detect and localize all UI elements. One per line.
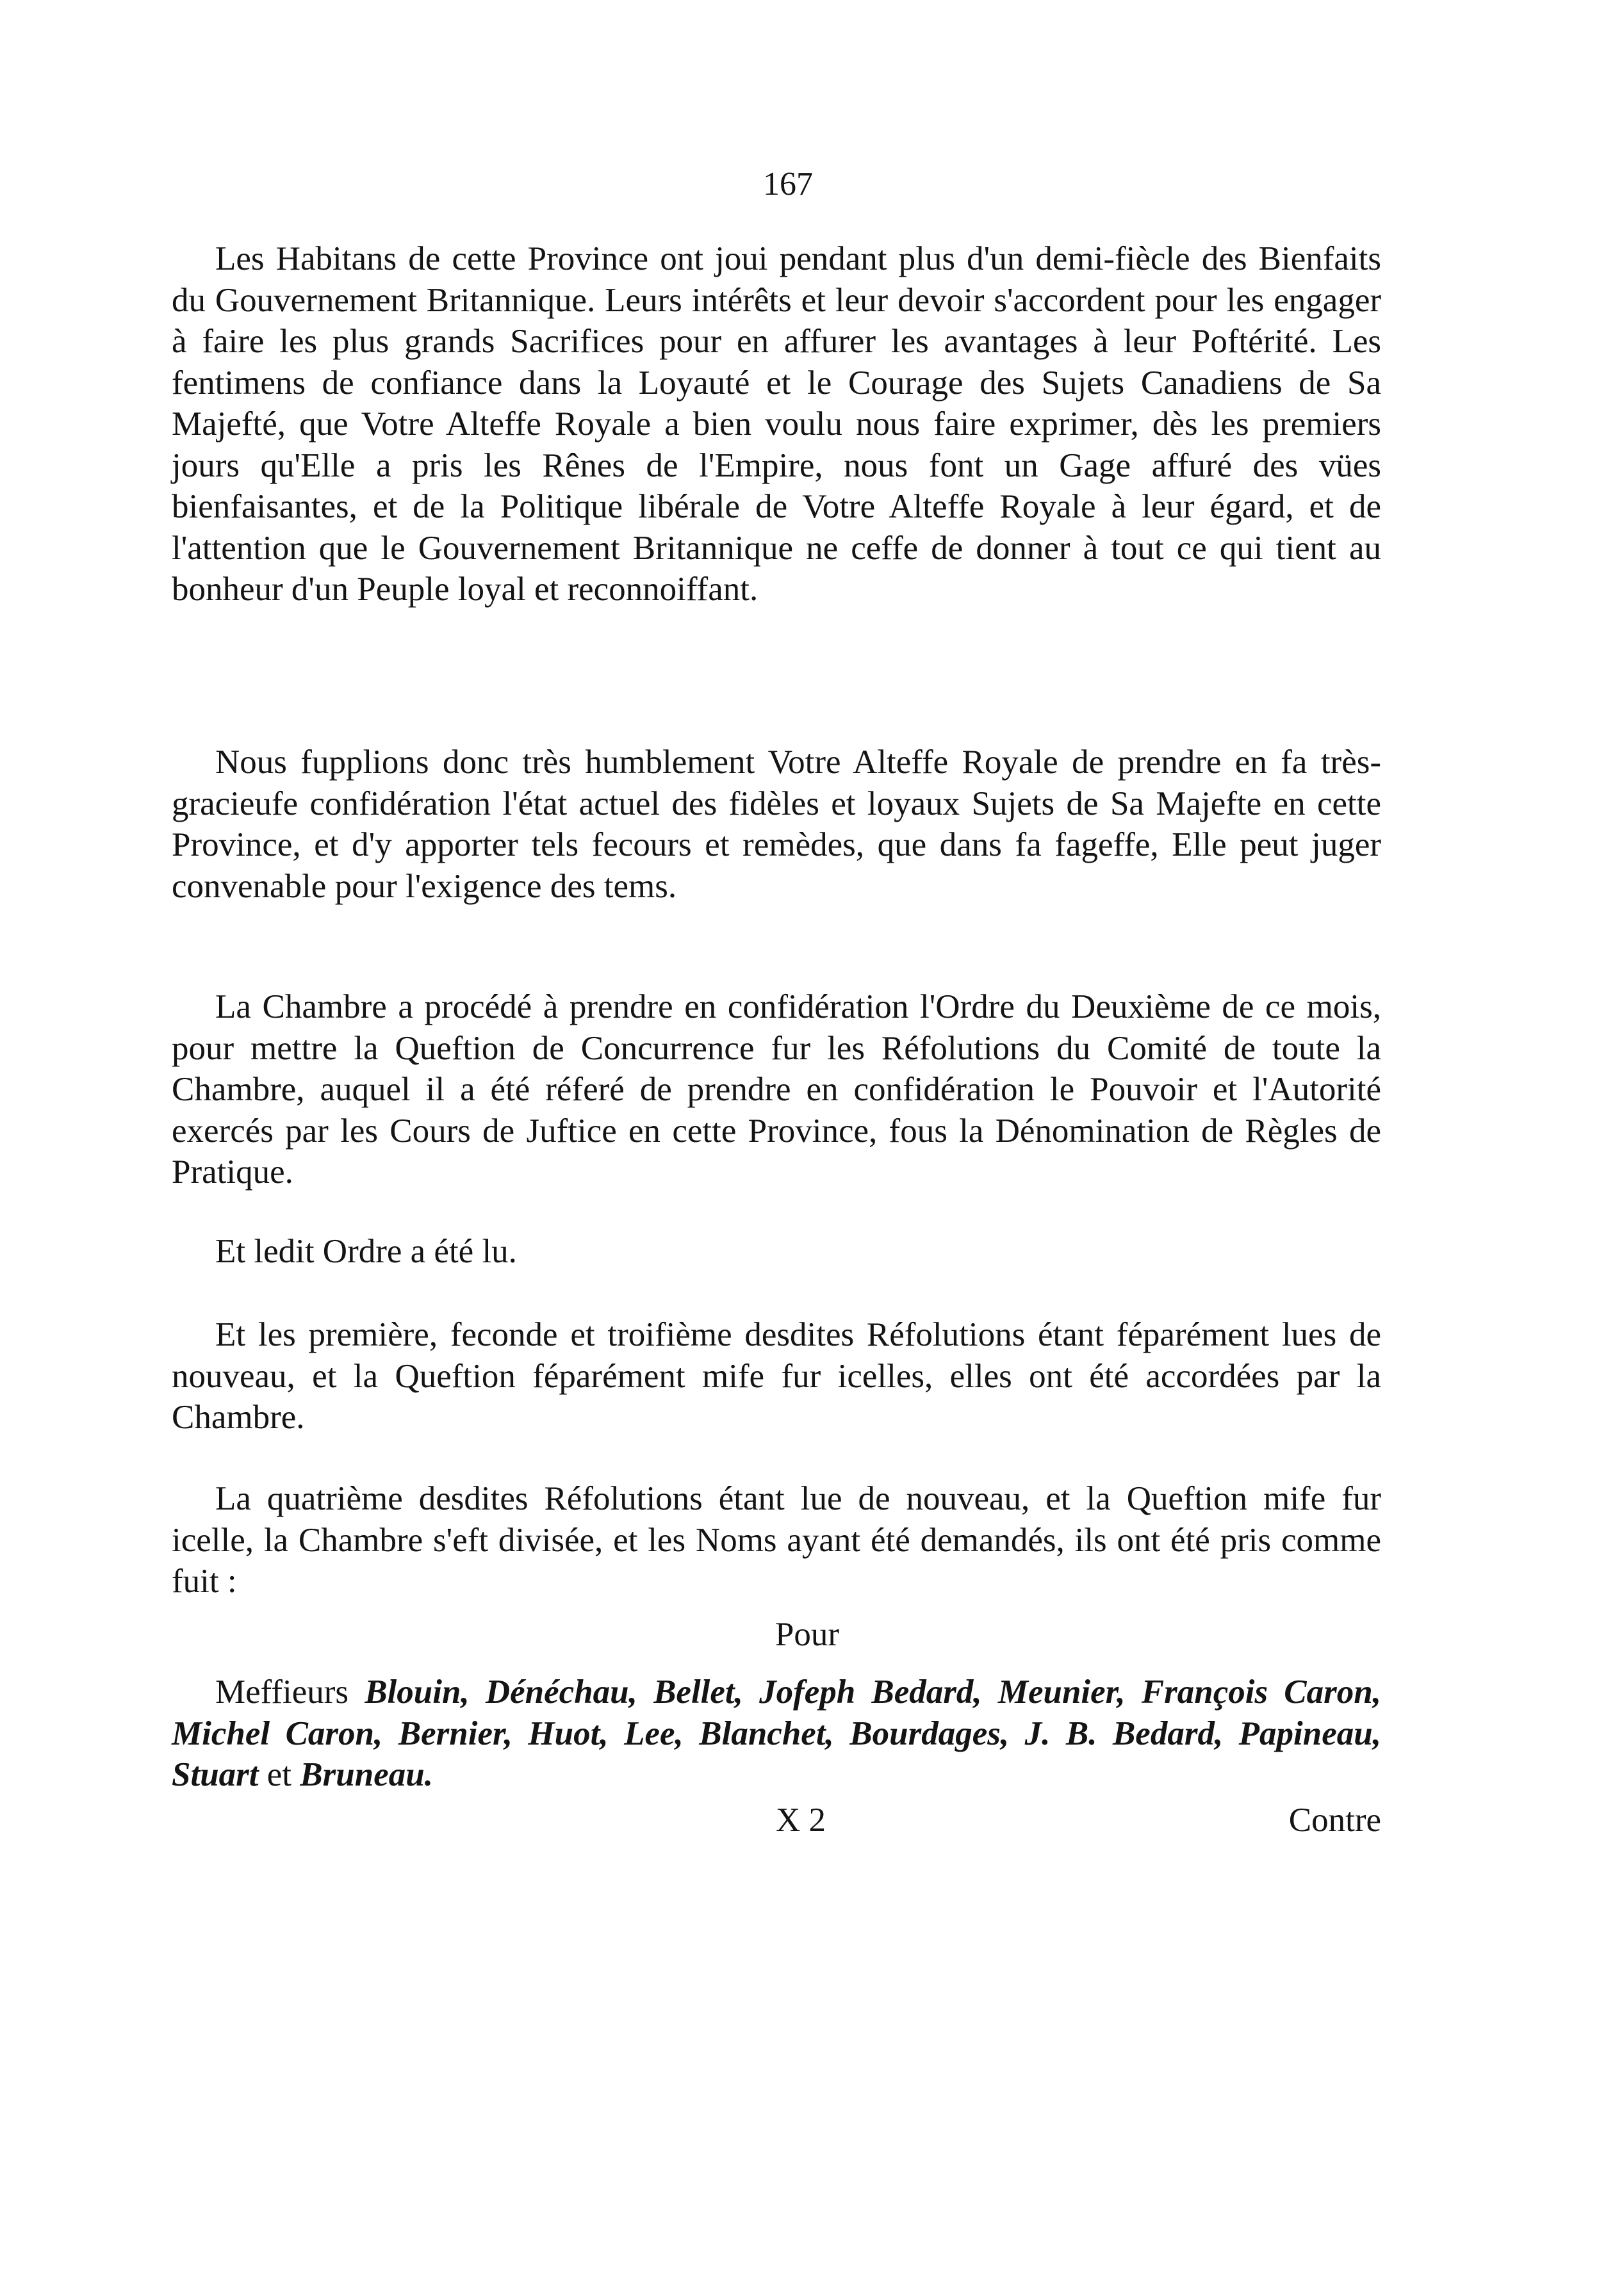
vote-heading-pour: Pour — [775, 1616, 840, 1653]
page-number: 167 — [763, 166, 813, 202]
paragraph-order-of-the-day: La Chambre a procédé à prendre en confidération l'Ordre du Deuxième de ce mois, pour mettre la Queftion de Concurrence fur les Réfolutions du Comité de toute la Chambre, auquel il a été réferé de prendre en confidération le Pouvoir et l'Autorité exercés par les Cours de Juftice en cette Province, fous la Dénomination de Règles de Pratique. — [172, 988, 1381, 1191]
names-members: Blouin, Dénéchau, Bellet, Jofeph Bedard, Meunier, François Caron, Michel Caron, Bernier, Huot, Lee, Blanchet, Bourdages, J. B. Bedard, Papineau, Stuart — [172, 1673, 1382, 1793]
paragraph-division-called: La quatrième desdites Réfolutions étant lue de nouveau, et la Queftion mife fur icelle, la Chambre s'eft divisée, et les Noms ayant été demandés, ils ont été pris comme fuit : — [172, 1480, 1381, 1600]
signature-mark: X 2 — [775, 1802, 826, 1839]
names-list-pour — [172, 1672, 1381, 1796]
names-conjunction: et — [258, 1756, 300, 1793]
names-last-member: Bruneau. — [300, 1756, 433, 1793]
paragraph-loyalty-address: Les Habitans de cette Province ont joui pendant plus d'un demi-fiècle des Bienfaits du Gouvernement Britannique. Leurs intérêts et leur devoir s'accordent pour les engager à faire les plus grands Sacrifices pour en affurer les avantages à leur Poftérité. Les fentimens de confiance dans la Loyauté et le Courage des Sujets Canadiens de Sa Majefté, que Votre Alteffe Royale a bien voulu nous faire exprimer, dès les premiers jours qu'Elle a pris les Rênes de l'Empire, nous font un Gage affuré des vües bienfaisantes, et de la Politique libérale de Votre Alteffe Royale à leur égard, et de l'attention que le Gouvernement Britannique ne ceffe de donner à tout ce qui tient au bonheur d'un Peuple loyal et reconnoiffant. — [172, 240, 1381, 608]
paragraph-order-read: Et ledit Ordre a été lu. — [215, 1233, 517, 1270]
page-footer — [172, 1801, 1381, 1846]
catchword: Contre — [1288, 1802, 1381, 1839]
names-intro: Meffieurs — [215, 1673, 365, 1711]
paragraph-humble-petition: Nous fupplions donc très humblement Votre Alteffe Royale de prendre en fa très-gracieufe confidération l'état actuel des fidèles et loyaux Sujets de Sa Majefte en cette Province, et d'y apporter tels fecours et remèdes, que dans fa fageffe, Elle peut juger convenable pour l'exigence des tems. — [172, 744, 1381, 905]
paragraph-resolutions-agreed: Et les première, feconde et troifième desdites Réfolutions étant féparément lues de nouveau, et la Queftion féparément mife fur icelles, elles ont été accordées par la Chambre. — [172, 1316, 1381, 1436]
